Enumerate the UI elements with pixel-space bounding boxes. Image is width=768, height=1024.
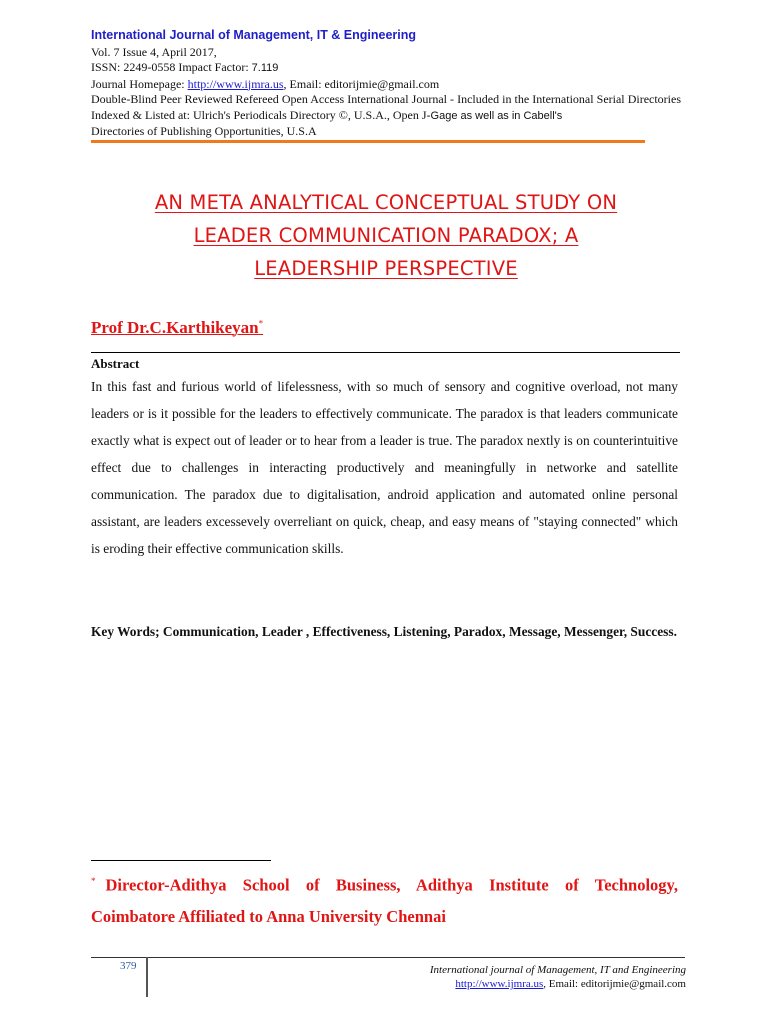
footer-email: , Email: editorijmie@gmail.com	[543, 978, 686, 990]
journal-header	[91, 28, 681, 140]
author-affiliation-footnote	[91, 866, 678, 932]
footer-link[interactable]: http://www.ijmra.us	[455, 978, 544, 990]
abstract-heading: Abstract	[91, 356, 140, 371]
footer-contact	[430, 977, 686, 991]
peer-review-text: Double-Blind Peer Reviewed Refereed Open Access International Journal - Included in the International Serial Directories Indexed & Listed at: Ulrich's Periodicals Directory ©, U.S.A., Open J-	[91, 92, 681, 122]
homepage-label: Journal Homepage:	[91, 76, 188, 91]
homepage-link[interactable]: http://www.ijmra.us	[187, 76, 284, 91]
title-line: AN META ANALYTICAL CONCEPTUAL STUDY ON	[154, 191, 618, 214]
homepage-line	[91, 77, 681, 93]
peer-review-tail: Gage as well as in Cabell's	[430, 109, 563, 122]
journal-title: International Journal of Management, IT & Engineering	[91, 28, 417, 42]
impact-factor: 7.119	[251, 62, 279, 74]
directories-line: Directories of Publishing Opportunities, U.S.A	[91, 124, 317, 138]
title-line: LEADER COMMUNICATION PARADOX; A	[193, 224, 579, 247]
issn-line	[91, 60, 681, 77]
volume-line: Vol. 7 Issue 4, April 2017,	[91, 44, 217, 59]
issn-text: ISSN: 2249-0558 Impact Factor:	[91, 60, 252, 74]
page-number: 379	[120, 960, 137, 972]
title-line: LEADERSHIP PERSPECTIVE	[254, 257, 518, 280]
footer-divider	[91, 957, 685, 958]
footer-journal-name: International journal of Management, IT and Engineering	[429, 964, 686, 976]
keywords: Key Words; Communication, Leader , Effectiveness, Listening, Paradox, Message, Messenger, Success.	[91, 624, 677, 639]
abstract-divider	[91, 352, 680, 353]
footer-vertical-rule	[146, 957, 148, 997]
author-name	[91, 318, 263, 338]
footnote-mark: *	[91, 876, 96, 886]
peer-review-line	[91, 92, 681, 124]
header-email: , Email: editorijmie@gmail.com	[283, 76, 440, 91]
abstract-text: In this fast and furious world of lifelessness, with so much of sensory and cognitive overload, not many leaders or is it possible for the leaders to effectively communicate. The paradox is that leaders communicate exactly what is expect out of leader or to hear from a leader is true. The paradox nextly is on counterintuitive effect due to challenges in interacting productively and meaningfully in networke and satellite communication. The paradox due to digitalisation, android application and automated online personal assistant, are leaders excessevely overreliant on quick, cheap, and easy means of "staying connected" which is eroding their effective communication skills.	[91, 379, 678, 556]
footnote-text: Director-Adithya School of Business, Adithya Institute of Technology, Coimbatore Affiliated to Anna University Chennai	[91, 875, 678, 926]
author-text: Prof Dr.C.Karthikeyan	[91, 318, 259, 337]
header-divider	[91, 140, 645, 143]
paper-title	[91, 186, 681, 285]
footnote-divider	[91, 860, 271, 861]
author-footnote-mark: *	[258, 318, 264, 329]
page-footer	[430, 963, 686, 991]
